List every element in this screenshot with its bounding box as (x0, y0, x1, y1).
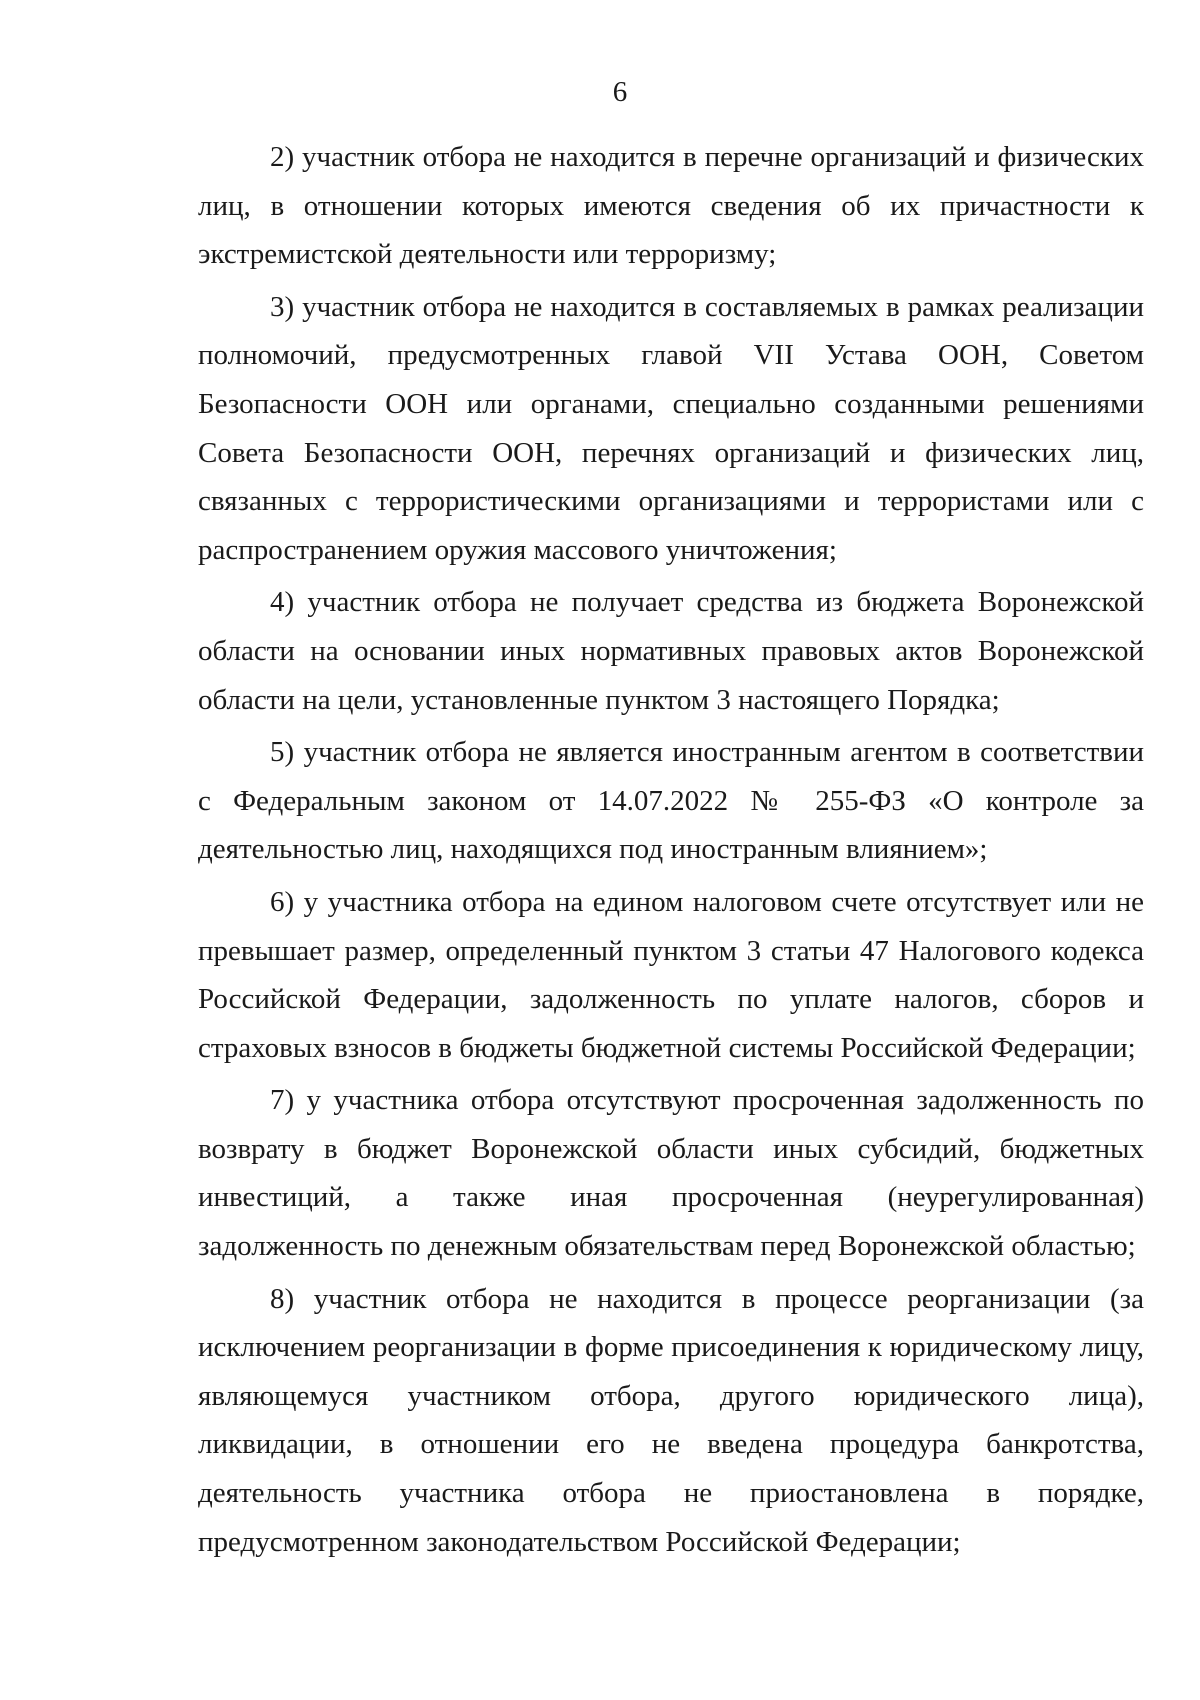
page-number: 6 (612, 76, 628, 108)
document-body (198, 133, 1144, 1570)
list-item-3: 3) участник отбора не находится в составляемых в рамках реализации полномочий, предусмотренных главой VII Устава ООН, Советом Безопасности ООН или органами, специально созданными решениями Совета Безопасности ООН, перечнях организаций и физических лиц, связанных с террористическими организациями и террористами или с распространением оружия массового уничтожения; (198, 290, 1144, 566)
list-item-8: 8) участник отбора не находится в процессе реорганизации (за исключением реорганизации в форме присоединения к юридическому лицу, являющемуся участником отбора, другого юридического лица), ликвидации, в отношении его не введена процедура банкротства, деятельность участника отбора не приостановлена в порядке, предусмотренном законодательством Российской Федерации; (198, 1282, 1144, 1558)
list-item-4: 4) участник отбора не получает средства из бюджета Воронежской области на основании иных нормативных правовых актов Воронежской области на цели, установленные пунктом 3 настоящего Порядка; (198, 586, 1144, 716)
list-item-5: 5) участник отбора не является иностранным агентом в соответствии с Федеральным законом от 14.07.2022 № 255-ФЗ «О контроле за деятельностью лиц, находящихся под иностранным влиянием»; (198, 736, 1144, 866)
list-item-7: 7) у участника отбора отсутствуют просроченная задолженность по возврату в бюджет Воронежской области иных субсидий, бюджетных инвестиций, а также иная просроченная (неурегулированная) задолженность по денежным обязательствам перед Воронежской областью; (198, 1084, 1144, 1263)
list-item-6: 6) у участника отбора на едином налоговом счете отсутствует или не превышает размер, определенный пунктом 3 статьи 47 Налогового кодекса Российской Федерации, задолженность по уплате налогов, сборов и страховых взносов в бюджеты бюджетной системы Российской Федерации; (198, 885, 1144, 1064)
list-item-2: 2) участник отбора не находится в перечне организаций и физических лиц, в отношении которых имеются сведения об их причастности к экстремистской деятельности или терроризму; (198, 141, 1144, 271)
